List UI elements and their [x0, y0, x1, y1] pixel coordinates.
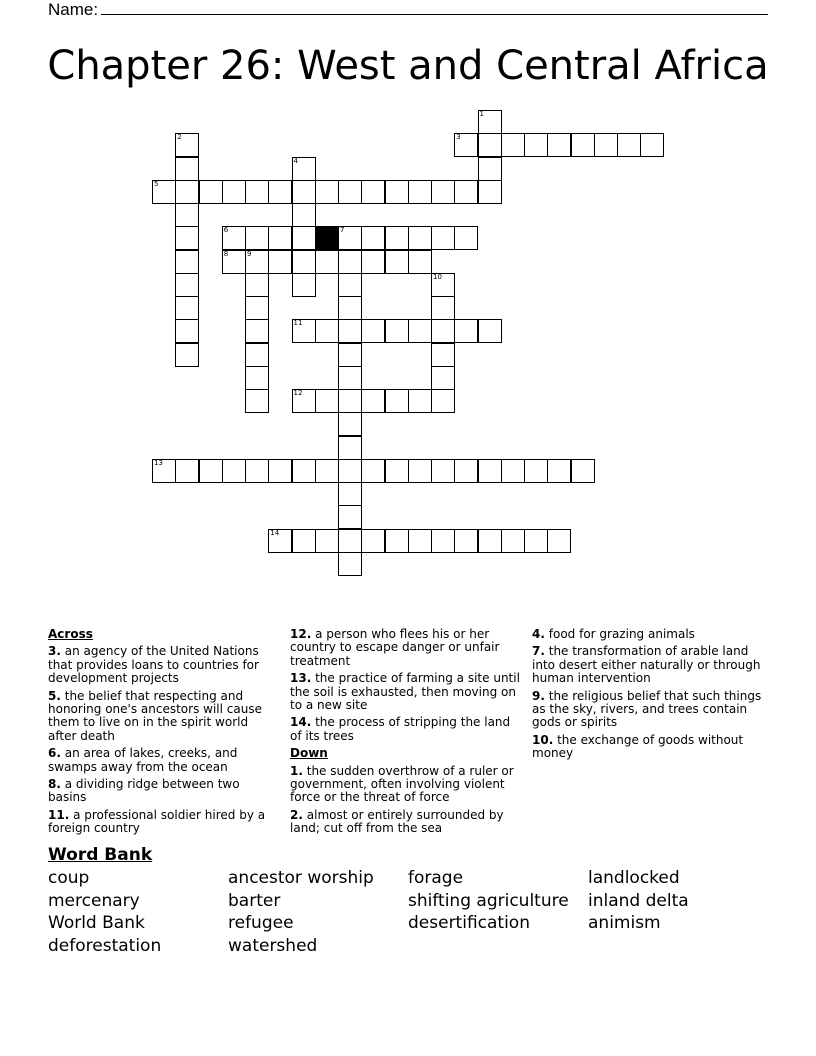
grid-cell[interactable] [175, 459, 199, 483]
grid-cell[interactable] [454, 529, 478, 553]
clue-number: 12 [293, 389, 303, 397]
name-label: Name: [48, 0, 99, 19]
grid-cell[interactable] [268, 459, 292, 483]
clue-down-2: 2. almost or entirely surrounded by land; cut off from the sea [290, 807, 504, 836]
grid-cell[interactable] [431, 180, 455, 204]
grid-cell[interactable] [478, 157, 502, 181]
grid-cell[interactable] [547, 459, 571, 483]
grid-cell[interactable] [199, 459, 223, 483]
grid-cell[interactable] [222, 250, 246, 274]
grid-cell[interactable] [315, 529, 339, 553]
grid-cell[interactable] [245, 226, 269, 250]
grid-cell[interactable] [361, 250, 385, 274]
grid-cell[interactable] [245, 296, 269, 320]
grid-cell[interactable] [478, 459, 502, 483]
clue-number: 4 [293, 156, 298, 165]
across-heading: Across [48, 627, 93, 641]
clue-across-12: 12. a person who flees his or her country to escape danger or unfair treatment [290, 627, 500, 668]
grid-cell[interactable] [478, 319, 502, 343]
grid-cell[interactable] [478, 110, 502, 134]
word-bank-item: landlocked [588, 868, 680, 888]
grid-cell[interactable] [222, 180, 246, 204]
grid-cell[interactable] [408, 529, 432, 553]
clue-number: 7 [340, 226, 345, 235]
clue-across-8: 8. a dividing ridge between two basins [48, 777, 240, 805]
grid-cell[interactable] [245, 366, 269, 390]
word-bank-item: barter [228, 891, 281, 911]
grid-cell[interactable] [268, 250, 292, 274]
clue-number: 6 [223, 226, 229, 235]
grid-cell[interactable] [199, 180, 223, 204]
grid-cell[interactable] [454, 180, 478, 204]
down-heading: Down [290, 746, 328, 761]
grid-cell[interactable] [454, 459, 478, 483]
grid-cell[interactable] [408, 389, 432, 413]
clue-across-5: 5. the belief that respecting and honoring one's ancestors will cause them to live on in the spirit world after death [48, 688, 262, 743]
grid-cell[interactable] [292, 319, 316, 343]
word-bank-item: watershed [228, 936, 318, 956]
clues-column-3 [532, 628, 764, 765]
grid-cell[interactable] [175, 180, 199, 204]
grid-cell[interactable] [361, 529, 385, 553]
grid-cell[interactable] [524, 133, 548, 157]
clue-number: 2 [177, 133, 182, 142]
clue-number: 1 [479, 110, 484, 118]
grid-cell[interactable] [454, 226, 478, 250]
word-bank-item: shifting agriculture [408, 891, 569, 911]
grid-cell[interactable] [408, 319, 432, 343]
grid-cell[interactable] [175, 319, 199, 343]
grid-cell[interactable] [338, 226, 362, 250]
grid-cell[interactable] [640, 133, 664, 157]
grid-cell[interactable] [524, 459, 548, 483]
word-bank-title: Word Bank [48, 845, 153, 865]
grid-cell[interactable] [292, 459, 316, 483]
grid-cell[interactable] [571, 133, 595, 157]
clue-number: 14 [270, 528, 280, 537]
grid-cell[interactable] [338, 459, 362, 483]
grid-cell[interactable] [292, 226, 316, 250]
grid-cell[interactable] [315, 389, 339, 413]
grid-cell[interactable] [315, 180, 339, 204]
grid-cell[interactable] [175, 226, 199, 250]
grid-cell[interactable] [361, 389, 385, 413]
grid-cell[interactable] [547, 529, 571, 553]
grid-cell[interactable] [175, 133, 199, 157]
grid-cell[interactable] [408, 250, 432, 274]
grid-cell[interactable] [222, 226, 246, 250]
grid-cell[interactable] [385, 459, 409, 483]
grid-cell[interactable] [478, 133, 502, 157]
clues-column-1 [48, 628, 280, 840]
grid-cell[interactable] [338, 296, 362, 320]
grid-cell[interactable] [268, 180, 292, 204]
grid-cell[interactable] [501, 133, 525, 157]
grid-cell[interactable] [175, 273, 199, 297]
grid-cell[interactable] [245, 319, 269, 343]
grid-cell[interactable] [315, 459, 339, 483]
grid-cell[interactable] [361, 180, 385, 204]
clues-column-2 [290, 628, 522, 840]
grid-cell[interactable] [245, 459, 269, 483]
grid-cell[interactable] [222, 459, 246, 483]
grid-cell[interactable] [338, 250, 362, 274]
clue-across-11: 11. a professional soldier hired by a foreign country [48, 807, 266, 836]
clue-across-14: 14. the process of stripping the land of its trees [290, 715, 511, 743]
grid-cell[interactable] [338, 505, 362, 529]
grid-cell[interactable] [152, 459, 176, 483]
grid-cell[interactable] [501, 459, 525, 483]
grid-cell[interactable] [175, 157, 199, 181]
grid-cell[interactable] [431, 389, 455, 413]
page-title: Chapter 26: West and Central Africa [47, 43, 769, 89]
grid-cell[interactable] [315, 319, 339, 343]
grid-cell[interactable] [338, 529, 362, 553]
clue-across-6: 6. an area of lakes, creeks, and swamps away from the ocean [48, 746, 238, 774]
clue-number: 10 [433, 272, 442, 281]
grid-cell[interactable] [361, 226, 385, 250]
grid-cell[interactable] [175, 343, 199, 367]
clue-down-9: 9. the religious belief that such things as the sky, rivers, and trees contain gods or spirits [532, 688, 762, 730]
grid-cell[interactable] [431, 296, 455, 320]
grid-cell[interactable] [338, 273, 362, 297]
grid-cell[interactable] [315, 250, 339, 274]
grid-cell[interactable] [431, 459, 455, 483]
grid-cell[interactable] [361, 459, 385, 483]
grid-cell[interactable] [431, 529, 455, 553]
clue-number: 9 [247, 249, 252, 258]
grid-cell[interactable] [408, 459, 432, 483]
grid-cell[interactable] [245, 250, 269, 274]
grid-cell[interactable] [292, 180, 316, 204]
grid-cell[interactable] [338, 412, 362, 436]
grid-cell[interactable] [524, 529, 548, 553]
grid-cell[interactable] [338, 366, 362, 390]
grid-cell[interactable] [245, 273, 269, 297]
grid-cell[interactable] [338, 436, 362, 460]
grid-cell[interactable] [292, 273, 316, 297]
grid-cell[interactable] [338, 482, 362, 506]
clue-down-4: 4. food for grazing animals [532, 627, 695, 641]
grid-cell[interactable] [338, 389, 362, 413]
grid-cell[interactable] [478, 180, 502, 204]
word-bank-item: forage [408, 868, 464, 888]
grid-cell[interactable] [454, 133, 478, 157]
grid-cell[interactable] [385, 180, 409, 204]
grid-cell[interactable] [431, 343, 455, 367]
clue-number: 13 [154, 458, 163, 467]
grid-cell[interactable] [385, 226, 409, 250]
grid-cell[interactable] [501, 529, 525, 553]
clue-number: 3 [456, 133, 461, 142]
grid-cell[interactable] [338, 552, 362, 576]
clue-number: 8 [223, 249, 229, 258]
grid-cell[interactable] [338, 319, 362, 343]
grid-cell[interactable] [385, 250, 409, 274]
clue-across-3: 3. an agency of the United Nations that provides loans to countries for development projects [48, 644, 259, 686]
grid-cell[interactable] [408, 226, 432, 250]
grid-cell[interactable] [385, 389, 409, 413]
grid-cell[interactable] [385, 529, 409, 553]
clue-across-13: 13. the practice of farming a site until the soil is exhausted, then moving on to a new site [290, 671, 520, 713]
grid-cell[interactable] [175, 296, 199, 320]
grid-cell[interactable] [594, 133, 618, 157]
grid-cell[interactable] [292, 529, 316, 553]
word-bank-item: deforestation [48, 936, 162, 956]
grid-cell[interactable] [571, 459, 595, 483]
grid-cell[interactable] [292, 157, 316, 181]
grid-cell[interactable] [245, 389, 269, 413]
grid-cell[interactable] [175, 250, 199, 274]
word-bank-item: coup [48, 868, 90, 888]
grid-cell[interactable] [292, 250, 316, 274]
black-square [315, 226, 338, 249]
word-bank-item: mercenary [48, 891, 140, 911]
grid-cell[interactable] [268, 529, 292, 553]
word-bank-item: World Bank [48, 913, 145, 933]
grid-cell[interactable] [268, 226, 292, 250]
grid-cell[interactable] [338, 343, 362, 367]
word-bank-item: desertification [408, 913, 530, 933]
grid-cell[interactable] [292, 389, 316, 413]
word-bank-item: animism [588, 913, 661, 933]
clue-down-7: 7. the transformation of arable land into desert either naturally or through human intervention [532, 644, 761, 686]
grid-cell[interactable] [431, 319, 455, 343]
word-bank-item: ancestor worship [228, 868, 374, 888]
grid-cell[interactable] [338, 180, 362, 204]
grid-cell[interactable] [408, 180, 432, 204]
grid-cell[interactable] [431, 226, 455, 250]
grid-cell[interactable] [431, 273, 455, 297]
clue-number: 5 [154, 179, 159, 188]
clue-down-1: 1. the sudden overthrow of a ruler or government, often involving violent force or the threat of force [290, 763, 514, 805]
grid-cell[interactable] [431, 366, 455, 390]
word-bank-item: refugee [228, 913, 294, 933]
grid-cell[interactable] [547, 133, 571, 157]
grid-cell[interactable] [175, 203, 199, 227]
grid-cell[interactable] [617, 133, 641, 157]
grid-cell[interactable] [245, 343, 269, 367]
clue-down-10: 10. the exchange of goods without money [532, 732, 744, 761]
grid-cell[interactable] [292, 203, 316, 227]
grid-cell[interactable] [361, 319, 385, 343]
grid-cell[interactable] [385, 319, 409, 343]
grid-cell[interactable] [454, 319, 478, 343]
grid-cell[interactable] [245, 180, 269, 204]
grid-cell[interactable] [152, 180, 176, 204]
word-bank-item: inland delta [588, 891, 689, 911]
grid-cell[interactable] [478, 529, 502, 553]
clue-number: 11 [293, 319, 303, 328]
